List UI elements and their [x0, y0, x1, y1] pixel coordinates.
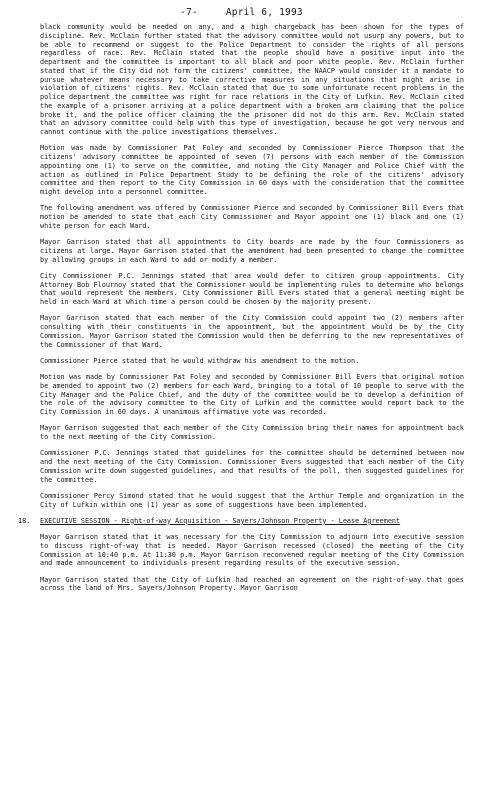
minutes-body — [18, 23, 464, 601]
paragraph: black community would be needed on any, and a high chargeback has been shown for the types of discipline. Rev. McClain further stated that the advisory committee would not usurp any powers, but to be able to recommend or suggest to the Police Department to consider the rights of all persons regardless of race. Rev. McClain stated that the people should have a positive input into the department and the committee is important to all black and poor white people. Rev. McClain further stated that if the City did not form the citizens' committee, the NAACP would consider it a mandate to pursue whatever means necessary to take corrective measures in any situations that might arise in violation of citizens' rights. Rev. McClain stated that due to some unfortunate recent problems in the police department the committee was right for race relations in the City of Lufkin. Rev. McClain cited the example of a prisoner arriving at a police department with a broken arm claiming that the police broke it, and the police officer claiming the the prisoner did not do this arm. Rev. McClain stated that an advisory committee could help with this type of investigation, because he got very nervous and cannot continue with the police investigations themselves. — [40, 23, 464, 136]
paragraph: Mayor Garrison stated that all appointments to City boards are made by the four Commissioners as citizens at large. Mayor Garrison stated that the amendment had been presented to change the committee by allowing groups in each Ward to add or modify a member. — [40, 238, 464, 264]
paragraph: Mayor Garrison stated that each member of the City Commission could appoint two (2) members after consulting with their constituents in the appointment, but the appointment would be by the City Commission. Mayor Garrison stated the Commission would then be deferring to the new representatives of the Commissioner of that Ward. — [40, 314, 464, 349]
section-heading — [18, 516, 464, 526]
paragraph: Motion was made by Commissioner Pat Foley and seconded by Commissioner Pierce Thompson that the citizens' advisory committee be appointed of seven (7) persons with each member of the Commission appointing one (1) to serve on the committee, and noting the City Manager and Police Chief with the action as outlined in Police Department Study to be defining the role of the citizens' advisory committee and then report to the City Commission in 60 days with the consideration that the committee might develop into a personnel committee. — [40, 144, 464, 196]
section-number: 18. — [18, 516, 31, 525]
page-header — [0, 7, 483, 18]
paragraph: The following amendment was offered by Commissioner Pierce and seconded by Commissioner Bill Evers that motion be amended to state that each City Commissioner and Mayor appoint one (1) black and one (1) white person for each Ward. — [40, 204, 464, 230]
paragraph: Commissioner Pierce stated that he would withdraw his amendment to the motion. — [40, 356, 360, 365]
paragraph: Motion was made by Commissioner Pat Foley and seconded by Commissioner Bill Evers that original motion be amended to appoint two (2) members for each Ward, bringing to a total of 10 people to serve with the City Manager and the Police Chief, and the duty of the committee would be to develop a definition of the role of the advisory committee to the City of Lufkin and the committee would report back to the City Commission in 60 days. A unanimous affirmative vote was recorded. — [40, 373, 464, 416]
paragraph: Mayor Garrison suggested that each member of the City Commission bring their names for appointment back to the next meeting of the City Commission. — [40, 424, 464, 441]
paragraph: Mayor Garrison stated that it was necessary for the City Commission to adjourn into executive session to discuss right-of-way that is needed. Mayor Garrison recessed (closed) the meeting of the City Commission at 10:40 p.m. At 11:30 p.m. Mayor Garrison reconvened regular meeting of the City Commission and made announcement to individuals present regarding results of the executive session. — [40, 533, 464, 568]
section-title: EXECUTIVE SESSION - Right-of-way Acquisition - Sayers/Johnson Property - Lease Agreement — [40, 516, 401, 525]
paragraph: City Commissioner P.C. Jennings stated that area would defer to citizen group appointments. City Attorney Bob Flournoy stated that the Commissioner would be implementing rules to determine who belongs that would represent the members. City Commissioner Bill Evers stated that a general meeting might be held in each Ward at which time a person could be chosen by the majority present. — [40, 271, 464, 306]
paragraph: Mayor Garrison stated that the City of Lufkin had reached an agreement on the right-of-way that goes across the land of Mrs. Sayers/Johnson Property. Mayor Garrison — [40, 575, 464, 593]
paragraph: Commissioner P.C. Jennings stated that guidelines for the committee should be determined between now and the next meeting of the City Commission. Commissioner Evers suggested that each member of the City Commission write down suggested guidelines, and that results of the poll, then suggested guidelines for the committee. — [40, 449, 464, 484]
meeting-date: April 6, 1993 — [225, 7, 303, 18]
page-number: -7- — [180, 7, 198, 18]
paragraph: Commissioner Percy Simond stated that he would suggest that the Arthur Temple and organization in the City of Lufkin within one (1) year as some of suggestions have been implemented. — [40, 491, 464, 509]
